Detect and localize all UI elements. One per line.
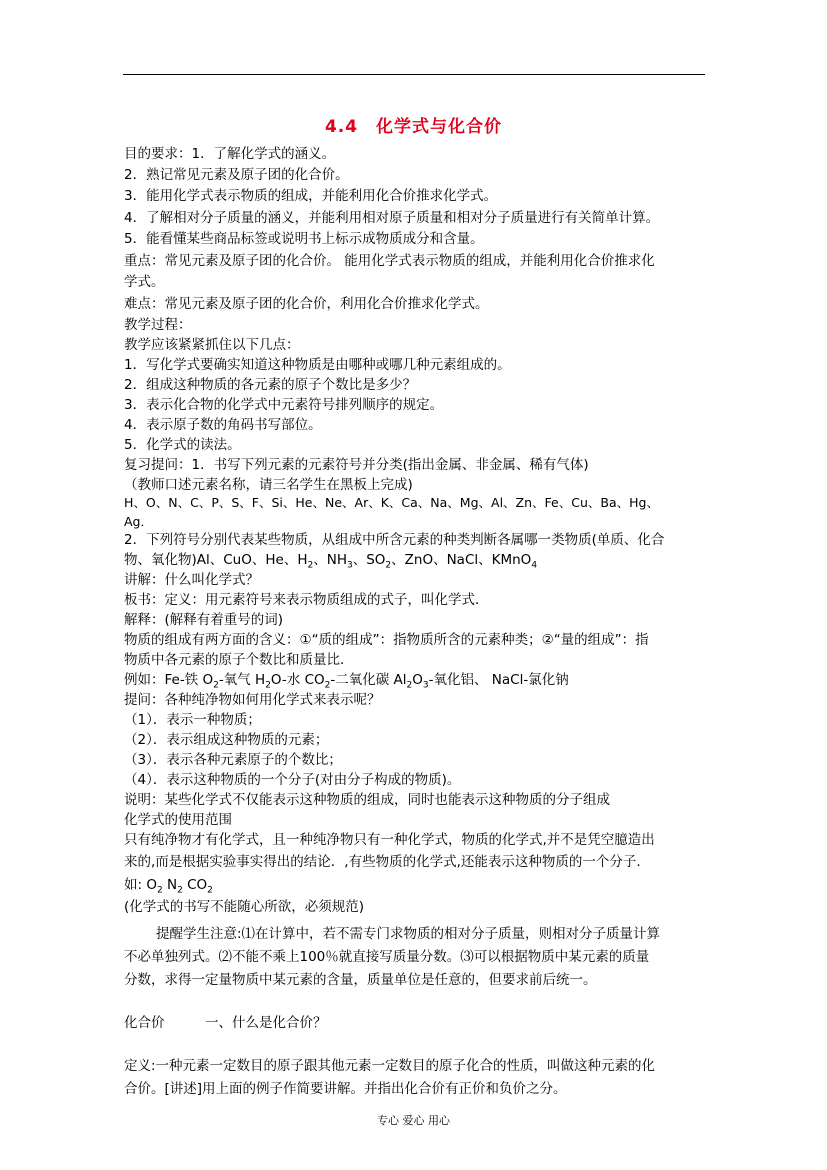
text-line: 定义:一种元素一定数目的原子跟其他元素一定数目的原子化合的性质，叫做这种元素的化	[124, 1058, 656, 1074]
text-line: 3．表示化合物的化学式中元素符号排列顺序的规定。	[124, 397, 444, 413]
text-line: 板书：定义：用元素符号来表示物质组成的式子，叫化学式．	[124, 592, 489, 608]
text-line: 说明：某些化学式不仅能表示这种物质的组成，同时也能表示这种物质的分子组成	[124, 792, 610, 808]
text-line: （2）．表示组成这种物质的元素；	[124, 732, 329, 748]
text-line: （1）．表示一种物质；	[124, 712, 261, 728]
text-line: 合价。[讲述]用上面的例子作简要讲解。并指出化合价有正价和负价之分。	[124, 1081, 567, 1097]
text-line: 2．组成这种物质的各元素的原子个数比是多少？	[124, 377, 417, 393]
text-line: 学式。	[124, 274, 165, 290]
text-line: 不必单独列式。⑵不能不乘上100％就直接写质量分数。⑶可以根据物质中某元素的质量	[124, 949, 650, 965]
text-line: （4）．表示这种物质的一个分子(对由分子构成的物质)。	[124, 772, 461, 788]
text-line: 讲解：什么叫化学式？	[124, 572, 259, 588]
text-line: （教师口述元素名称，请三名学生在黑板上完成)	[124, 477, 413, 493]
text-line: 4．了解相对分子质量的涵义，并能利用相对原子质量和相对分子质量进行有关简单计算。	[124, 210, 660, 226]
text-line: 分数，求得一定量物质中某元素的含量，质量单位是任意的，但要求前后统一。	[124, 972, 597, 988]
substance-list-line: 物、氧化物)Al、CuO、He、$H_2$、$NH_3$、$SO_2$、ZnO、NaCl、KMnO$_4$	[124, 552, 538, 571]
page-title: 4.4 化学式与化合价	[324, 117, 503, 137]
text-line: 目的要求：1．了解化学式的涵义。	[124, 146, 336, 162]
header-rule	[123, 74, 705, 75]
section-heading: 化合价 一、什么是化合价？	[124, 1015, 327, 1031]
formula-example-line: 如: $O_2$ $N_2$ $CO_2$	[124, 877, 213, 896]
text-line: 教学应该紧紧抓住以下几点：	[124, 337, 300, 353]
text-line: 1．写化学式要确实知道这种物质是由哪种或哪几种元素组成的。	[124, 357, 511, 373]
text-line: 提问：各种纯净物如何用化学式来表示呢？	[124, 692, 381, 708]
text-line: （3）．表示各种元素原子的个数比；	[124, 752, 342, 768]
text-line: 来的,而是根据实验事实得出的结论．,有些物质的化学式,还能表示这种物质的一个分子.	[124, 854, 641, 870]
element-symbols-line: H、O、N、C、P、S、F、Si、He、Ne、Ar、K、Ca、Na、Mg、Al、Zn、Fe、Cu、Ba、Hg、	[124, 495, 659, 510]
page-footer: 专心 爱心 用心	[377, 1114, 450, 1127]
text-line: 5．化学式的读法。	[124, 437, 241, 453]
text-line: 提醒学生注意:⑴在计算中，若不需专门求物质的相对分子质量，则相对分子质量计算	[156, 926, 661, 942]
text-line: 5．能看懂某些商品标签或说明书上标示成物质成分和含量。	[124, 231, 484, 247]
text-line: 只有纯净物才有化学式，且一种纯净物只有一种化学式，物质的化学式,并不是凭空臆造出	[124, 832, 655, 848]
text-line: 解释：(解释有着重号的词)	[124, 612, 284, 628]
text-line: 2．下列符号分别代表某些物质，从组成中所含元素的种类判断各属哪一类物质(单质、化合	[124, 532, 665, 548]
text-line: 化学式的使用范围	[124, 812, 232, 828]
text-line: 复习提问：1．书写下列元素的元素符号并分类(指出金属、非金属、稀有气体)	[124, 457, 589, 473]
text-line: 3．能用化学式表示物质的组成，并能利用化合价推求化学式。	[124, 188, 498, 204]
text-line: (化学式的书写不能随心所欲，必须规范)	[124, 899, 365, 915]
text-line: 物质中各元素的原子个数比和质量比．	[124, 652, 354, 668]
text-line: 教学过程：	[124, 317, 192, 333]
text-line: 难点：常见元素及原子团的化合价，利用化合价推求化学式。	[124, 296, 489, 312]
example-line: 例如：Fe-铁 $O_2-$氧气 $H_2O-$水 $CO_2-$二氧化碳 $Al_2O_3-$氧化铝、 NaCl-氯化钠	[124, 672, 569, 691]
text-line: 2．熟记常见元素及原子团的化合价。	[124, 167, 349, 183]
text-line: 重点：常见元素及原子团的化合价。 能用化学式表示物质的组成，并能利用化合价推求化	[124, 253, 655, 269]
text-line: 物质的组成有两方面的含义：①“质的组成”：指物质所含的元素种类；②“量的组成”：指	[124, 632, 649, 648]
text-line: Ag．	[124, 514, 153, 529]
text-line: 4．表示原子数的角码书写部位。	[124, 417, 322, 433]
